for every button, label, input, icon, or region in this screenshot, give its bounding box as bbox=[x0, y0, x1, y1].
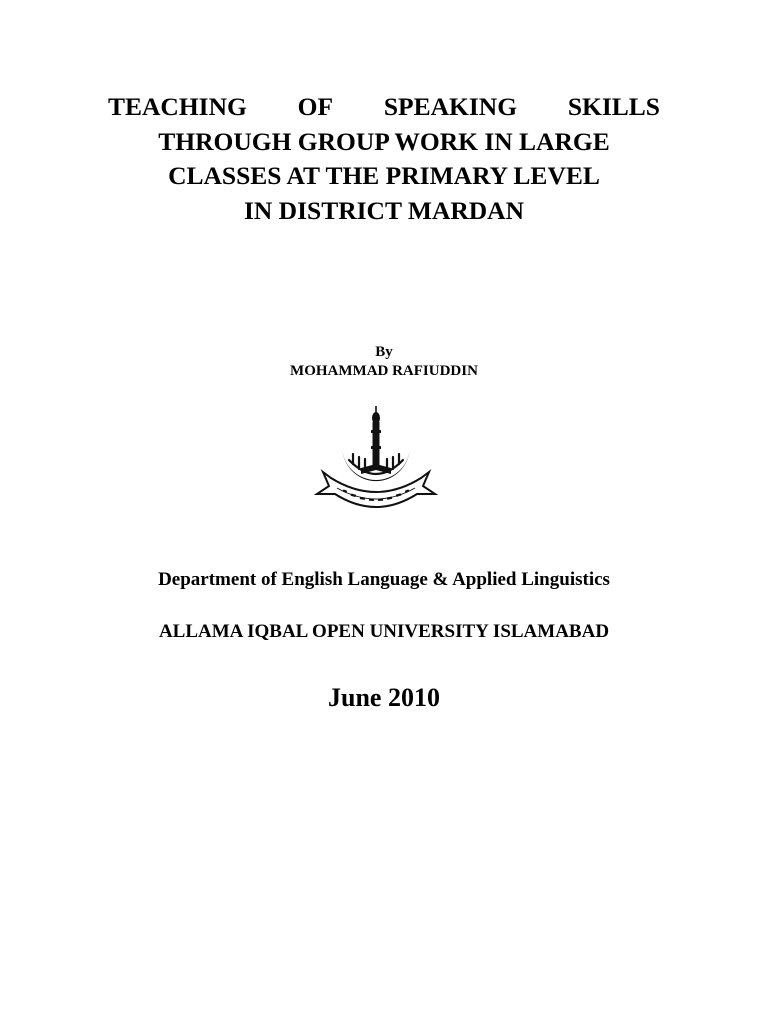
title-line-1 bbox=[108, 90, 660, 125]
author-name: MOHAMMAD RAFIUDDIN bbox=[290, 363, 478, 379]
university-crest-icon bbox=[313, 402, 439, 518]
title-word: SPEAKING bbox=[383, 92, 518, 121]
department-name: Department of English Language & Applied Linguistics bbox=[158, 569, 610, 590]
submission-date: June 2010 bbox=[328, 683, 440, 712]
title-line-3: CLASSES AT THE PRIMARY LEVEL bbox=[168, 161, 600, 190]
university-name: ALLAMA IQBAL OPEN UNIVERSITY ISLAMABAD bbox=[158, 621, 610, 642]
title-word: TEACHING bbox=[108, 92, 247, 121]
title-word: SKILLS bbox=[567, 92, 660, 121]
by-label: By bbox=[375, 344, 393, 360]
title-line-2: THROUGH GROUP WORK IN LARGE bbox=[158, 126, 610, 156]
title-line-4: IN DISTRICT MARDAN bbox=[243, 195, 525, 225]
title-word: OF bbox=[297, 92, 334, 121]
thesis-title bbox=[108, 90, 660, 228]
